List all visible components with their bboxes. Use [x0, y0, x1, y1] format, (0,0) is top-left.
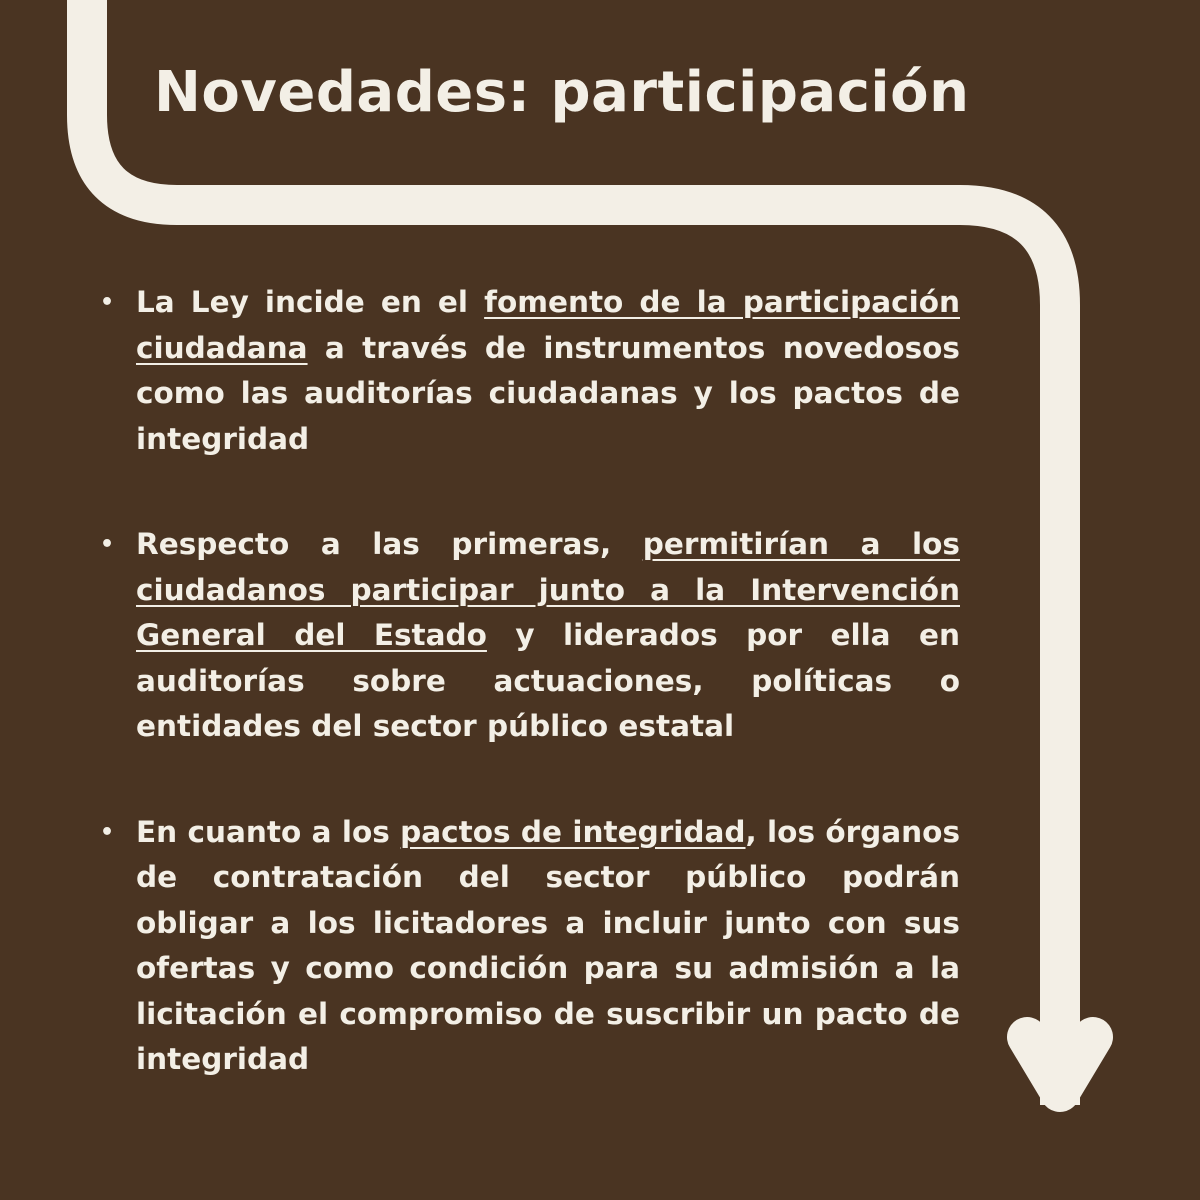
bullet-text: a través de instrumentos novedosos como las auditorías ciudadanas y los pactos de integridad [136, 330, 960, 456]
page-title: Novedades: participación [154, 60, 970, 125]
bullet-text: En cuanto a los [136, 814, 401, 849]
bullet-text: Respecto a las primeras, [136, 527, 643, 561]
bullet-underlined-text: permitirían a los ciudadanos participar junto a la Intervención General del Estado [136, 527, 960, 652]
bullet-dot-icon: • [100, 290, 115, 315]
bullet-item [96, 280, 960, 462]
bullet-item [96, 522, 960, 750]
bullet-text: La Ley incide en el [136, 285, 485, 319]
bullet-item [96, 810, 960, 1083]
bullet-underlined-text: pactos de integridad [400, 814, 746, 849]
bullet-underlined-text: fomento de la participación ciudadana [136, 285, 960, 365]
bullet-text: y liderados por ella en auditorías sobre actuaciones, políticas o entidades del sector público estatal [136, 618, 960, 743]
bullet-text: , los órganos de contratación del sector público podrán obligar a los licitadores a incluir junto con sus ofertas y como condición para su admisión a la licitación el compromiso de suscribir un pacto de integridad [136, 814, 961, 1076]
bullet-dot-icon: • [100, 819, 115, 845]
bullet-list [96, 280, 960, 1143]
bullet-dot-icon: • [100, 532, 115, 557]
